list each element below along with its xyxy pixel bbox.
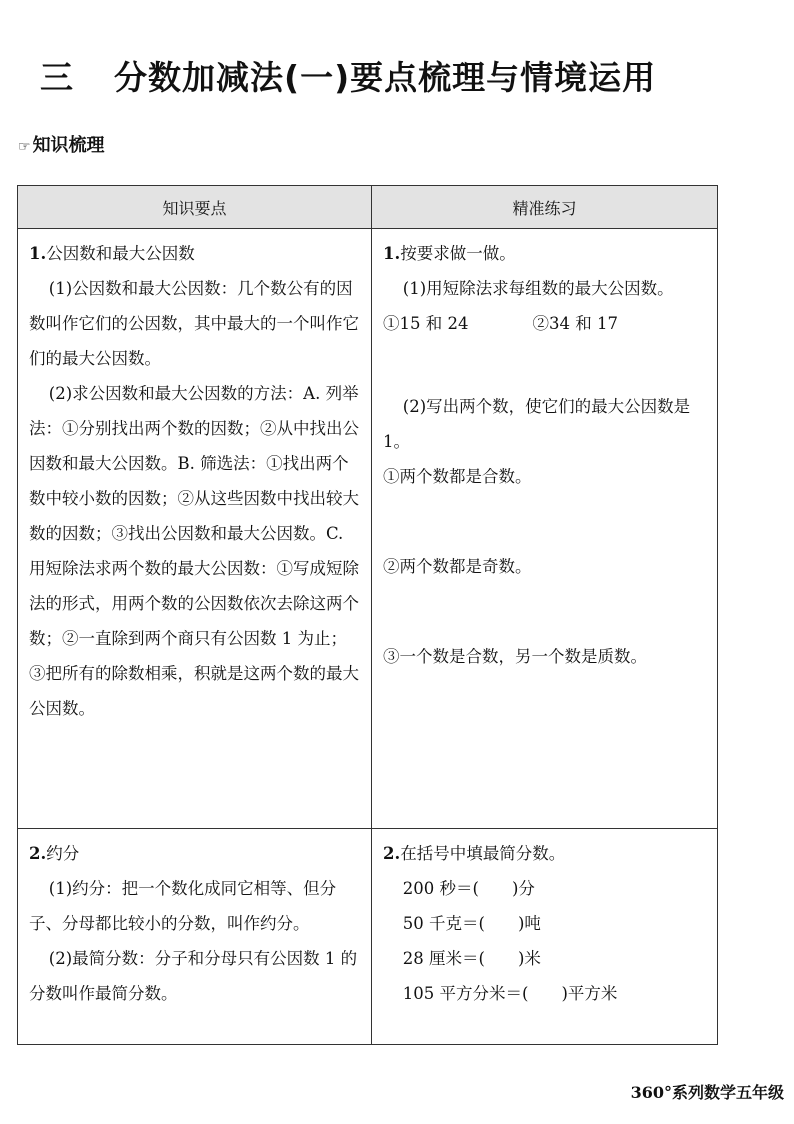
row2-left-p2: (2)最简分数：分子和分母只有公因数 1 的分数叫作最简分数。 xyxy=(29,949,358,1003)
chapter-title: 分数加减法(一)要点梳理与情境运用 xyxy=(114,58,657,97)
answer-space[interactable] xyxy=(383,341,706,389)
option-b: ②34 和 17 xyxy=(532,314,618,333)
row1-left-heading: 1.公因数和最大公因数 xyxy=(29,244,195,263)
row1-right-q2a: ①两个数都是合数。 xyxy=(383,467,532,486)
table-row xyxy=(18,229,718,829)
row1-right-q2: (2)写出两个数，使它们的最大公因数是 1。 xyxy=(383,397,691,451)
row1-right-q2c: ③一个数是合数，另一个数是质数。 xyxy=(383,647,647,666)
row2-practice-cell xyxy=(372,829,718,1045)
row1-knowledge-cell xyxy=(18,229,372,829)
row1-right-q2b: ②两个数都是奇数。 xyxy=(383,557,532,576)
chapter-number: 三 xyxy=(40,58,74,97)
table-row xyxy=(18,829,718,1045)
section-title: 知识梳理 xyxy=(32,135,105,156)
fill-blank-item[interactable]: 200 秒＝( )分 xyxy=(402,879,535,898)
section-heading xyxy=(18,131,105,157)
header-knowledge-points: 知识要点 xyxy=(18,186,372,229)
pointing-hand-icon: ☞ xyxy=(18,139,31,155)
row1-left-p1: (1)公因数和最大公因数：几个数公有的因数叫作它们的公因数，其中最大的一个叫作它们的最大公因数。 xyxy=(29,279,359,368)
answer-space[interactable] xyxy=(383,494,706,549)
footer-series-label: 360°系列数学五年级 xyxy=(630,1083,784,1102)
answer-space[interactable] xyxy=(383,584,706,639)
row1-right-heading: 1.按要求做一做。 xyxy=(383,244,516,263)
row2-right-heading: 2.在括号中填最简分数。 xyxy=(383,844,566,863)
row1-right-q1: (1)用短除法求每组数的最大公因数。 xyxy=(402,279,674,298)
option-a: ①15 和 24 xyxy=(383,314,469,333)
fill-blank-item[interactable]: 105 平方分米＝( )平方米 xyxy=(402,984,618,1003)
fill-blank-item[interactable]: 50 千克＝( )吨 xyxy=(402,914,541,933)
row1-right-q1-options xyxy=(383,306,706,341)
header-practice: 精准练习 xyxy=(372,186,718,229)
row1-left-p2: (2)求公因数和最大公因数的方法：A. 列举法：①分别找出两个数的因数；②从中找出公因数和最大公因数。B. 筛选法：①找出两个数中较小数的因数；②从这些因数中找出较大数的因数；③找出公因数和最大公因数。C. 用短除法求两个数的最大公因数：①写成短除法的形式，用两个数的公因数依次去除这两个数；②一直除到两个商只有公因数 1 为止；③把所有的除数相乘，积就是这两个数的最大公因数。 xyxy=(29,384,359,718)
fill-blank-item[interactable]: 28 厘米＝( )米 xyxy=(402,949,541,968)
table-header-row xyxy=(18,186,718,229)
row2-knowledge-cell xyxy=(18,829,372,1045)
knowledge-table xyxy=(17,185,718,1045)
row2-left-heading: 2.约分 xyxy=(29,844,80,863)
row1-practice-cell xyxy=(372,229,718,829)
page-title xyxy=(40,52,656,99)
row2-left-p1: (1)约分：把一个数化成同它相等、但分子、分母都比较小的分数，叫作约分。 xyxy=(29,879,337,933)
